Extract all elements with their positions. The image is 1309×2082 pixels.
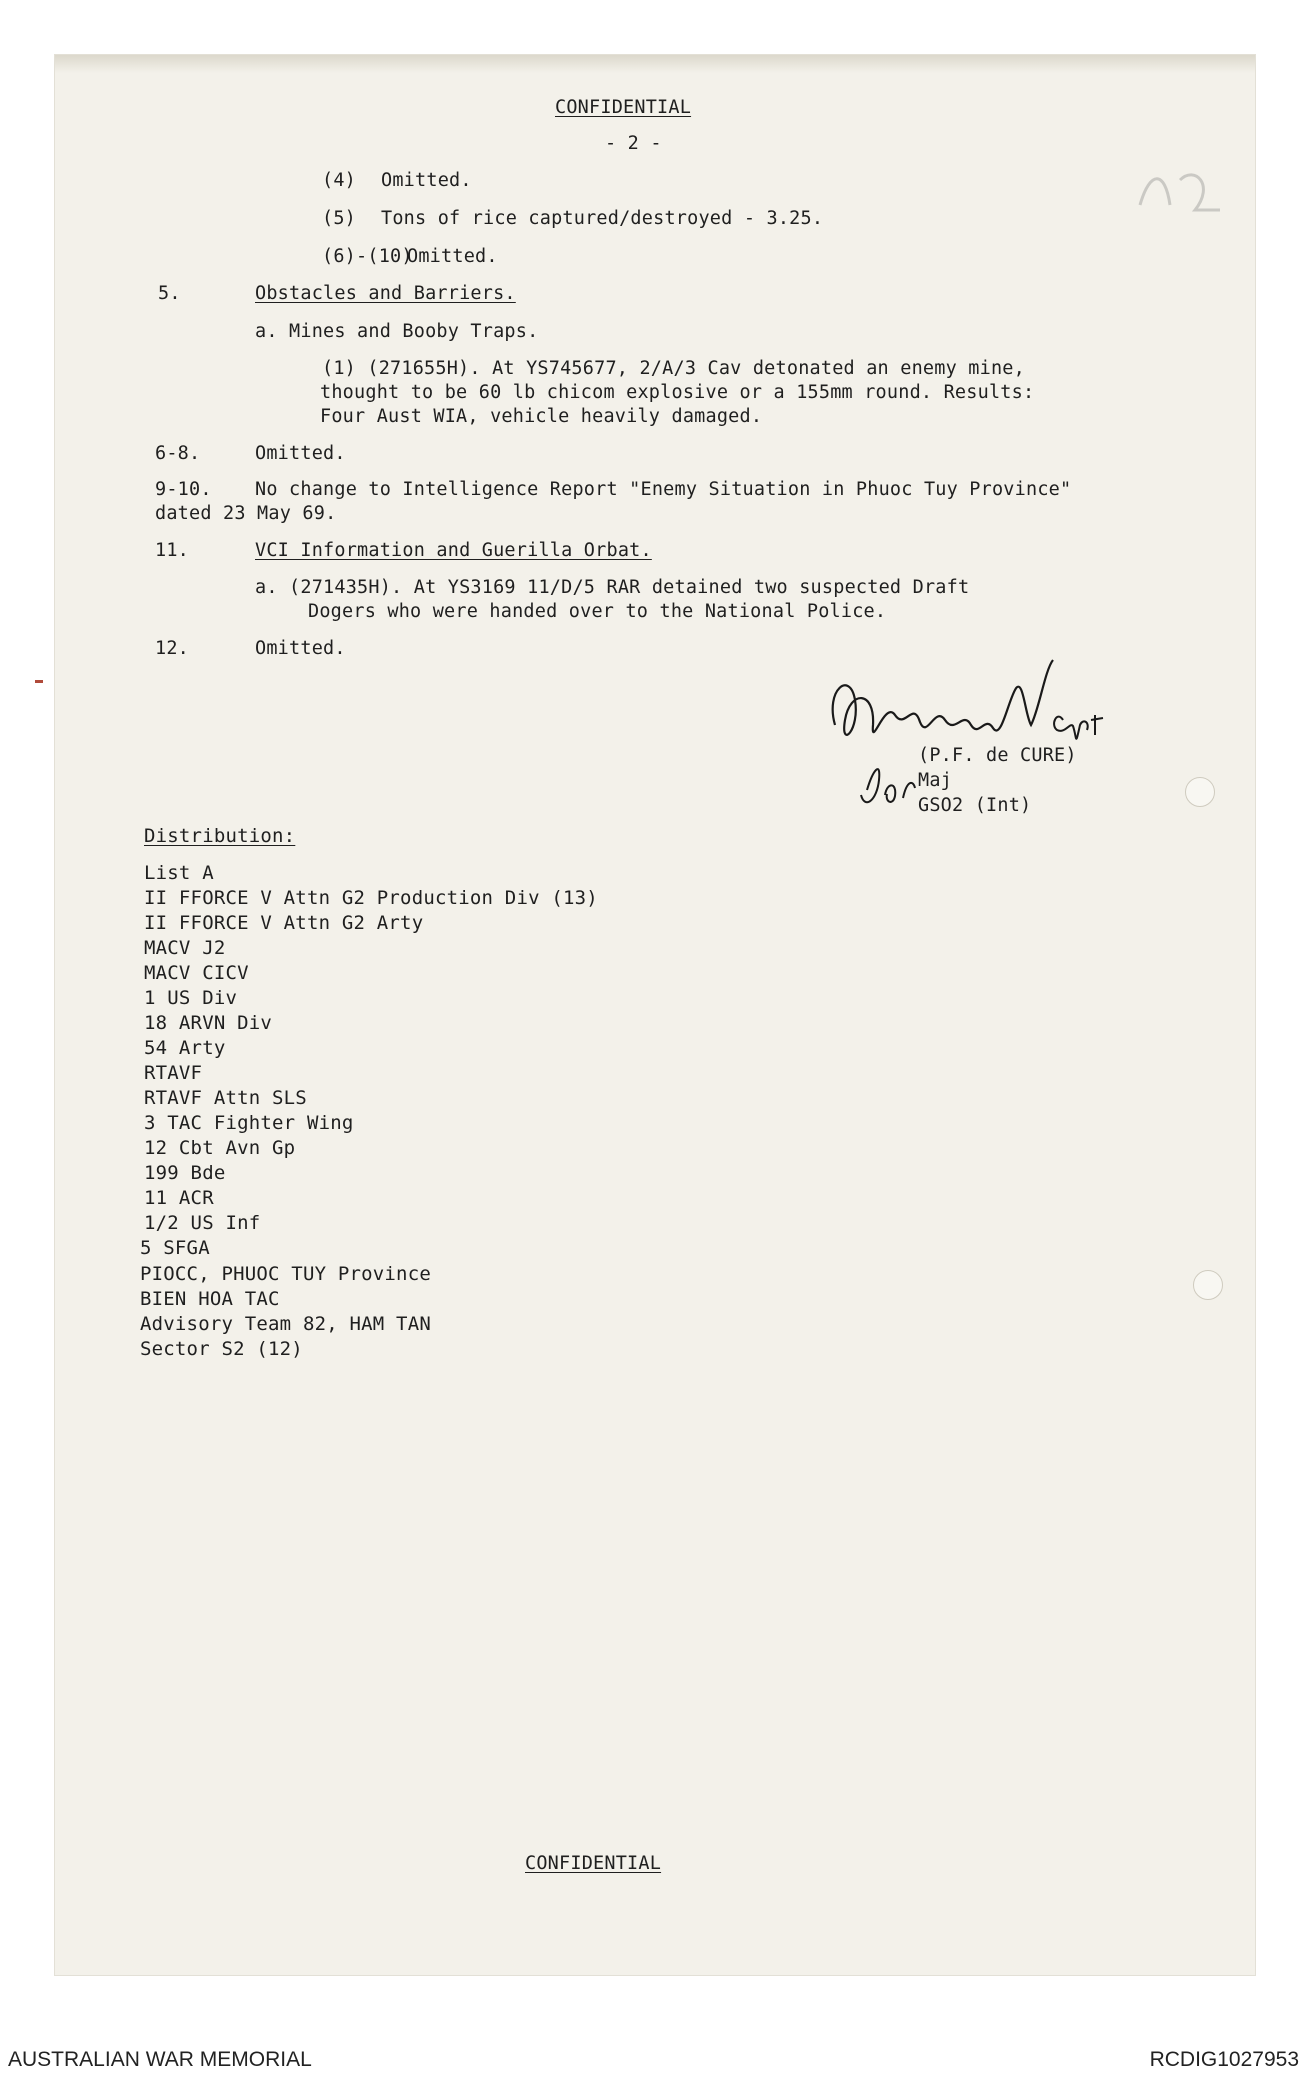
para5-sub-a: a. Mines and Booby Traps. [255, 321, 539, 342]
signatory-appointment: GSO2 (Int) [918, 795, 1032, 816]
para4-item-num: (6)-(10) [322, 246, 413, 267]
distribution-title: Distribution: [144, 825, 296, 847]
distribution-entry: 1 US Div [144, 987, 238, 1009]
distribution-entry: MACV CICV [144, 962, 249, 984]
punch-hole [1185, 777, 1215, 807]
para6-8-num: 6-8. [155, 443, 201, 464]
document-page [55, 55, 1255, 1975]
para11-title: VCI Information and Guerilla Orbat. [255, 540, 652, 561]
para4-item-text: Omitted. [407, 246, 498, 267]
distribution-entry: List A [144, 862, 214, 884]
archive-reference: RCDIG1027953 [1149, 2048, 1299, 2071]
archive-credit: AUSTRALIAN WAR MEMORIAL [8, 2048, 312, 2071]
para12-text: Omitted. [255, 638, 346, 659]
margin-mark [35, 680, 43, 683]
para4-item-num: (4) [322, 170, 357, 191]
para5-title: Obstacles and Barriers. [255, 283, 516, 304]
signatory-rank: Maj [918, 770, 953, 791]
para9-10-num: 9-10. [155, 479, 212, 500]
para9-10-line: dated 23 May 69. [155, 503, 337, 524]
distribution-entry: 12 Cbt Avn Gp [144, 1137, 296, 1159]
para9-10-line: No change to Intelligence Report "Enemy Situation in Phuoc Tuy Province" [255, 479, 1072, 500]
distribution-entry: 11 ACR [144, 1187, 214, 1209]
distribution-entry: 199 Bde [144, 1162, 226, 1184]
punch-hole [1193, 1270, 1223, 1300]
classification-top: CONFIDENTIAL [555, 97, 692, 118]
signatory-name: (P.F. de CURE) [918, 745, 1077, 766]
bleed-through-mark [1135, 165, 1225, 225]
para11-num: 11. [155, 540, 190, 561]
distribution-entry: RTAVF Attn SLS [144, 1087, 307, 1109]
para4-item-text: Omitted. [381, 170, 472, 191]
distribution-entry: 1/2 US Inf [144, 1212, 261, 1234]
distribution-entry: 54 Arty [144, 1037, 226, 1059]
para4-item-text: Tons of rice captured/destroyed - 3.25. [381, 208, 824, 229]
para5-entry-line: (1) (271655H). At YS745677, 2/A/3 Cav detonated an enemy mine, [322, 358, 1025, 379]
para6-8-text: Omitted. [255, 443, 346, 464]
distribution-entry: II FFORCE V Attn G2 Arty [144, 912, 424, 934]
classification-bottom: CONFIDENTIAL [525, 1853, 662, 1874]
distribution-entry: MACV J2 [144, 937, 226, 959]
distribution-entry: PIOCC, PHUOC TUY Province [140, 1263, 431, 1285]
distribution-entry: 3 TAC Fighter Wing [144, 1112, 354, 1134]
distribution-entry: RTAVF [144, 1062, 203, 1084]
para4-item-num: (5) [322, 208, 357, 229]
para5-num: 5. [158, 283, 181, 304]
distribution-entry: BIEN HOA TAC [140, 1288, 280, 1310]
distribution-entry: Sector S2 (12) [140, 1338, 303, 1360]
para5-entry-line: thought to be 60 lb chicom explosive or a 155mm round. Results: [320, 382, 1035, 403]
page-number: - 2 - [605, 133, 662, 154]
para11-line: a. (271435H). At YS3169 11/D/5 RAR detained two suspected Draft [255, 577, 970, 598]
distribution-entry: 5 SFGA [140, 1237, 210, 1259]
distribution-entry: 18 ARVN Div [144, 1012, 273, 1034]
para11-line: Dogers who were handed over to the National Police. [308, 601, 887, 622]
distribution-entry: II FFORCE V Attn G2 Production Div (13) [144, 887, 598, 909]
distribution-entry: Advisory Team 82, HAM TAN [140, 1313, 431, 1335]
para5-entry-line: Four Aust WIA, vehicle heavily damaged. [320, 406, 763, 427]
para12-num: 12. [155, 638, 190, 659]
